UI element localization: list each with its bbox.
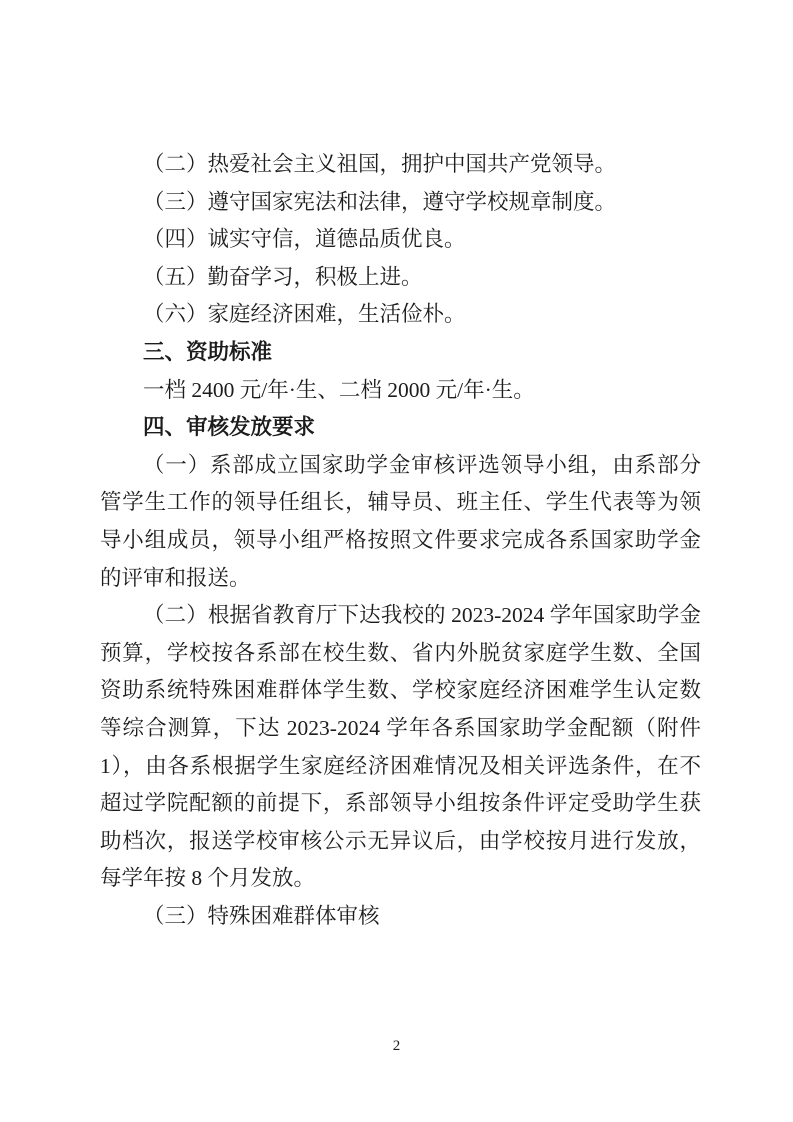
paragraph: （五）勤奋学习，积极上进。 (143, 264, 423, 289)
paragraph: （六）家庭经济困难，生活俭朴。 (143, 302, 466, 327)
paragraph: （二）根据省教育厅下达我校的 2023-2024 学年国家助学金预算，学校按各系部在校生数、省内外脱贫家庭学生数、全国资助系统特殊困难群体学生数、学校家庭经济困难学生认定数等综合测算，下达 2023-2024 学年各系国家助学金配额（附件 1），由各系根据学生家庭经济困难情况及相关评选条件，在不超过学院配额的前提下，系部领导小组按条件评定受助学生获助档次，报送学校审核公示无异议后，由学校按月进行发放，每学年按 8 个月发放。 (100, 603, 701, 891)
section-heading: 四、审核发放要求 (143, 415, 316, 440)
paragraph: （三）遵守国家宪法和法律，遵守学校规章制度。 (143, 189, 617, 214)
paragraph: 一档 2400 元/年·生、二档 2000 元/年·生。 (143, 377, 535, 402)
document-body (100, 146, 701, 935)
paragraph: （三）特殊困难群体审核 (143, 903, 380, 928)
section-heading: 三、资助标准 (143, 339, 273, 364)
paragraph: （二）热爱社会主义祖国，拥护中国共产党领导。 (143, 152, 617, 176)
paragraph: （一）系部成立国家助学金审核评选领导小组，由系部分管学生工作的领导任组长，辅导员、班主任、学生代表等为领导小组成员，领导小组严格按照文件要求完成各系国家助学金的评审和报送。 (100, 452, 701, 590)
page-number: 2 (392, 1038, 401, 1054)
paragraph: （四）诚实守信，道德品质优良。 (143, 227, 466, 252)
